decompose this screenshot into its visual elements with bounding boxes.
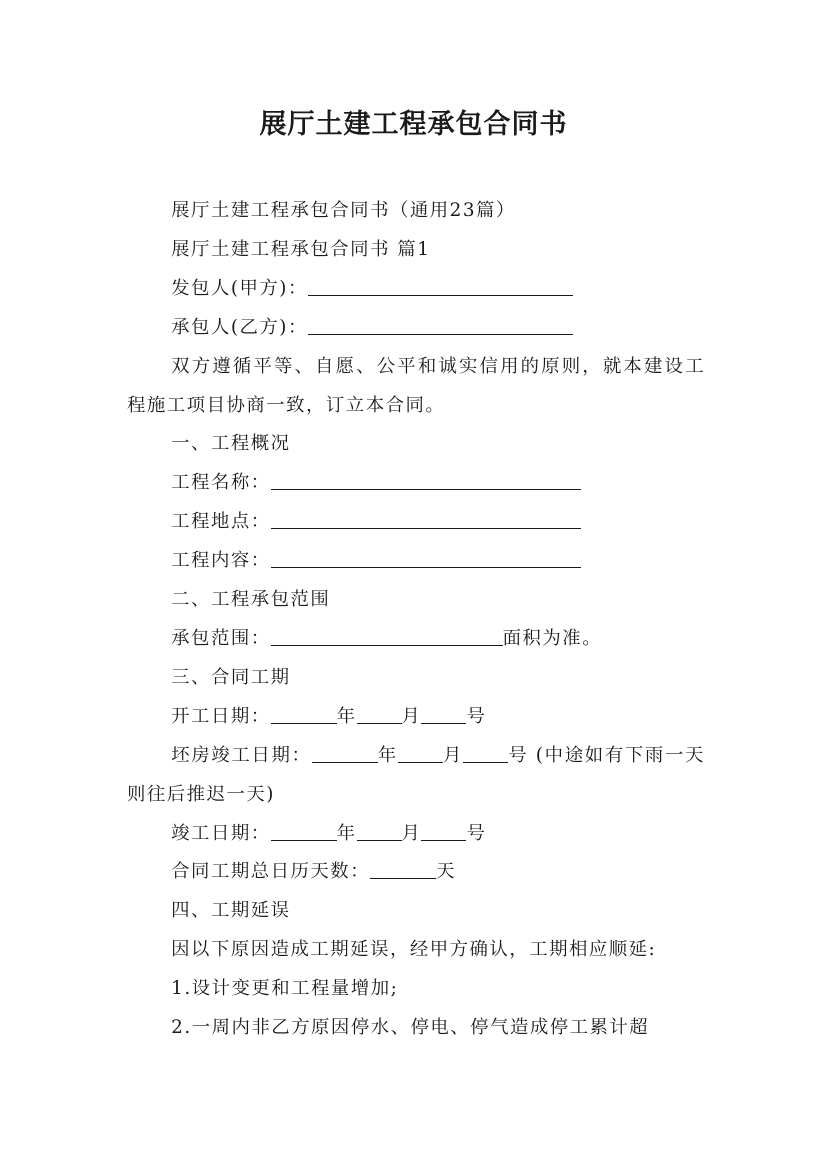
project-name-line (127, 464, 705, 503)
shell-month-unit: 月 (442, 744, 464, 766)
total-days-label: 合同工期总日历天数： (171, 861, 371, 883)
completion-date-line (127, 815, 705, 854)
delay-item-2: 2.一周内非乙方原因停水、停电、停气造成停工累计超 (171, 1017, 650, 1039)
section-4-heading: 四、工期延误 (171, 900, 291, 922)
party-a-line (127, 270, 705, 309)
shell-year-unit: 年 (377, 744, 398, 766)
shell-completion-line (127, 737, 705, 815)
principle-paragraph: 双方遵循平等、自愿、公平和诚实信用的原则，就本建设工程施工项目协商一致，订立本合同。 (127, 355, 705, 416)
party-a-blank (308, 276, 573, 295)
project-name-label: 工程名称： (171, 472, 271, 494)
shell-day-blank (463, 743, 508, 762)
project-name-blank (271, 471, 581, 490)
total-days-line (127, 853, 705, 892)
total-days-unit: 天 (436, 861, 456, 883)
completion-month-unit: 月 (401, 822, 422, 844)
party-b-blank (308, 315, 573, 334)
completion-month-blank (357, 821, 402, 840)
project-content-label: 工程内容： (171, 550, 271, 572)
project-location-blank (271, 510, 581, 529)
project-content-line (127, 542, 705, 581)
document-title: 展厅土建工程承包合同书 (259, 109, 568, 140)
shell-month-blank (398, 743, 443, 762)
shell-day-unit: 号 (508, 744, 529, 766)
shell-year-blank (312, 743, 378, 762)
rain-delay-note: (中途如有下雨一天则往后推迟一天) (127, 744, 705, 805)
shell-completion-label: 坯房竣工日期： (171, 744, 312, 766)
start-date-line (127, 698, 705, 737)
start-year-blank (271, 704, 337, 723)
completion-year-blank (271, 821, 337, 840)
scope-label: 承包范围： (171, 627, 271, 649)
section-1-heading: 一、工程概况 (171, 433, 291, 455)
scope-line (127, 620, 705, 659)
project-location-line (127, 503, 705, 542)
total-days-blank (370, 860, 436, 879)
start-month-unit: 月 (401, 705, 422, 727)
start-day-unit: 号 (466, 705, 487, 727)
project-location-label: 工程地点： (171, 511, 271, 533)
start-year-unit: 年 (336, 705, 357, 727)
completion-day-unit: 号 (466, 822, 487, 844)
delay-item-1: 1.设计变更和工程量增加; (171, 978, 399, 1000)
completion-date-label: 竣工日期： (171, 822, 271, 844)
project-content-blank (271, 549, 581, 568)
paragraph-heading-article-1: 展厅土建工程承包合同书 篇1 (171, 238, 431, 260)
completion-year-unit: 年 (336, 822, 357, 844)
start-month-blank (357, 704, 402, 723)
scope-suffix: 面积为准。 (502, 627, 603, 649)
completion-day-blank (421, 821, 466, 840)
section-2-heading: 二、工程承包范围 (171, 589, 331, 611)
delay-intro-line: 因以下原因造成工期延误，经甲方确认，工期相应顺延: (171, 939, 657, 961)
document-body (127, 192, 705, 1048)
party-a-label: 发包人(甲方)： (171, 277, 308, 299)
start-date-label: 开工日期： (171, 705, 271, 727)
scope-blank (271, 627, 503, 646)
section-3-heading: 三、合同工期 (171, 666, 291, 688)
party-b-line (127, 309, 705, 348)
paragraph-heading-collection: 展厅土建工程承包合同书（通用23篇） (171, 200, 516, 221)
start-day-blank (421, 704, 466, 723)
party-b-label: 承包人(乙方)： (171, 316, 308, 338)
